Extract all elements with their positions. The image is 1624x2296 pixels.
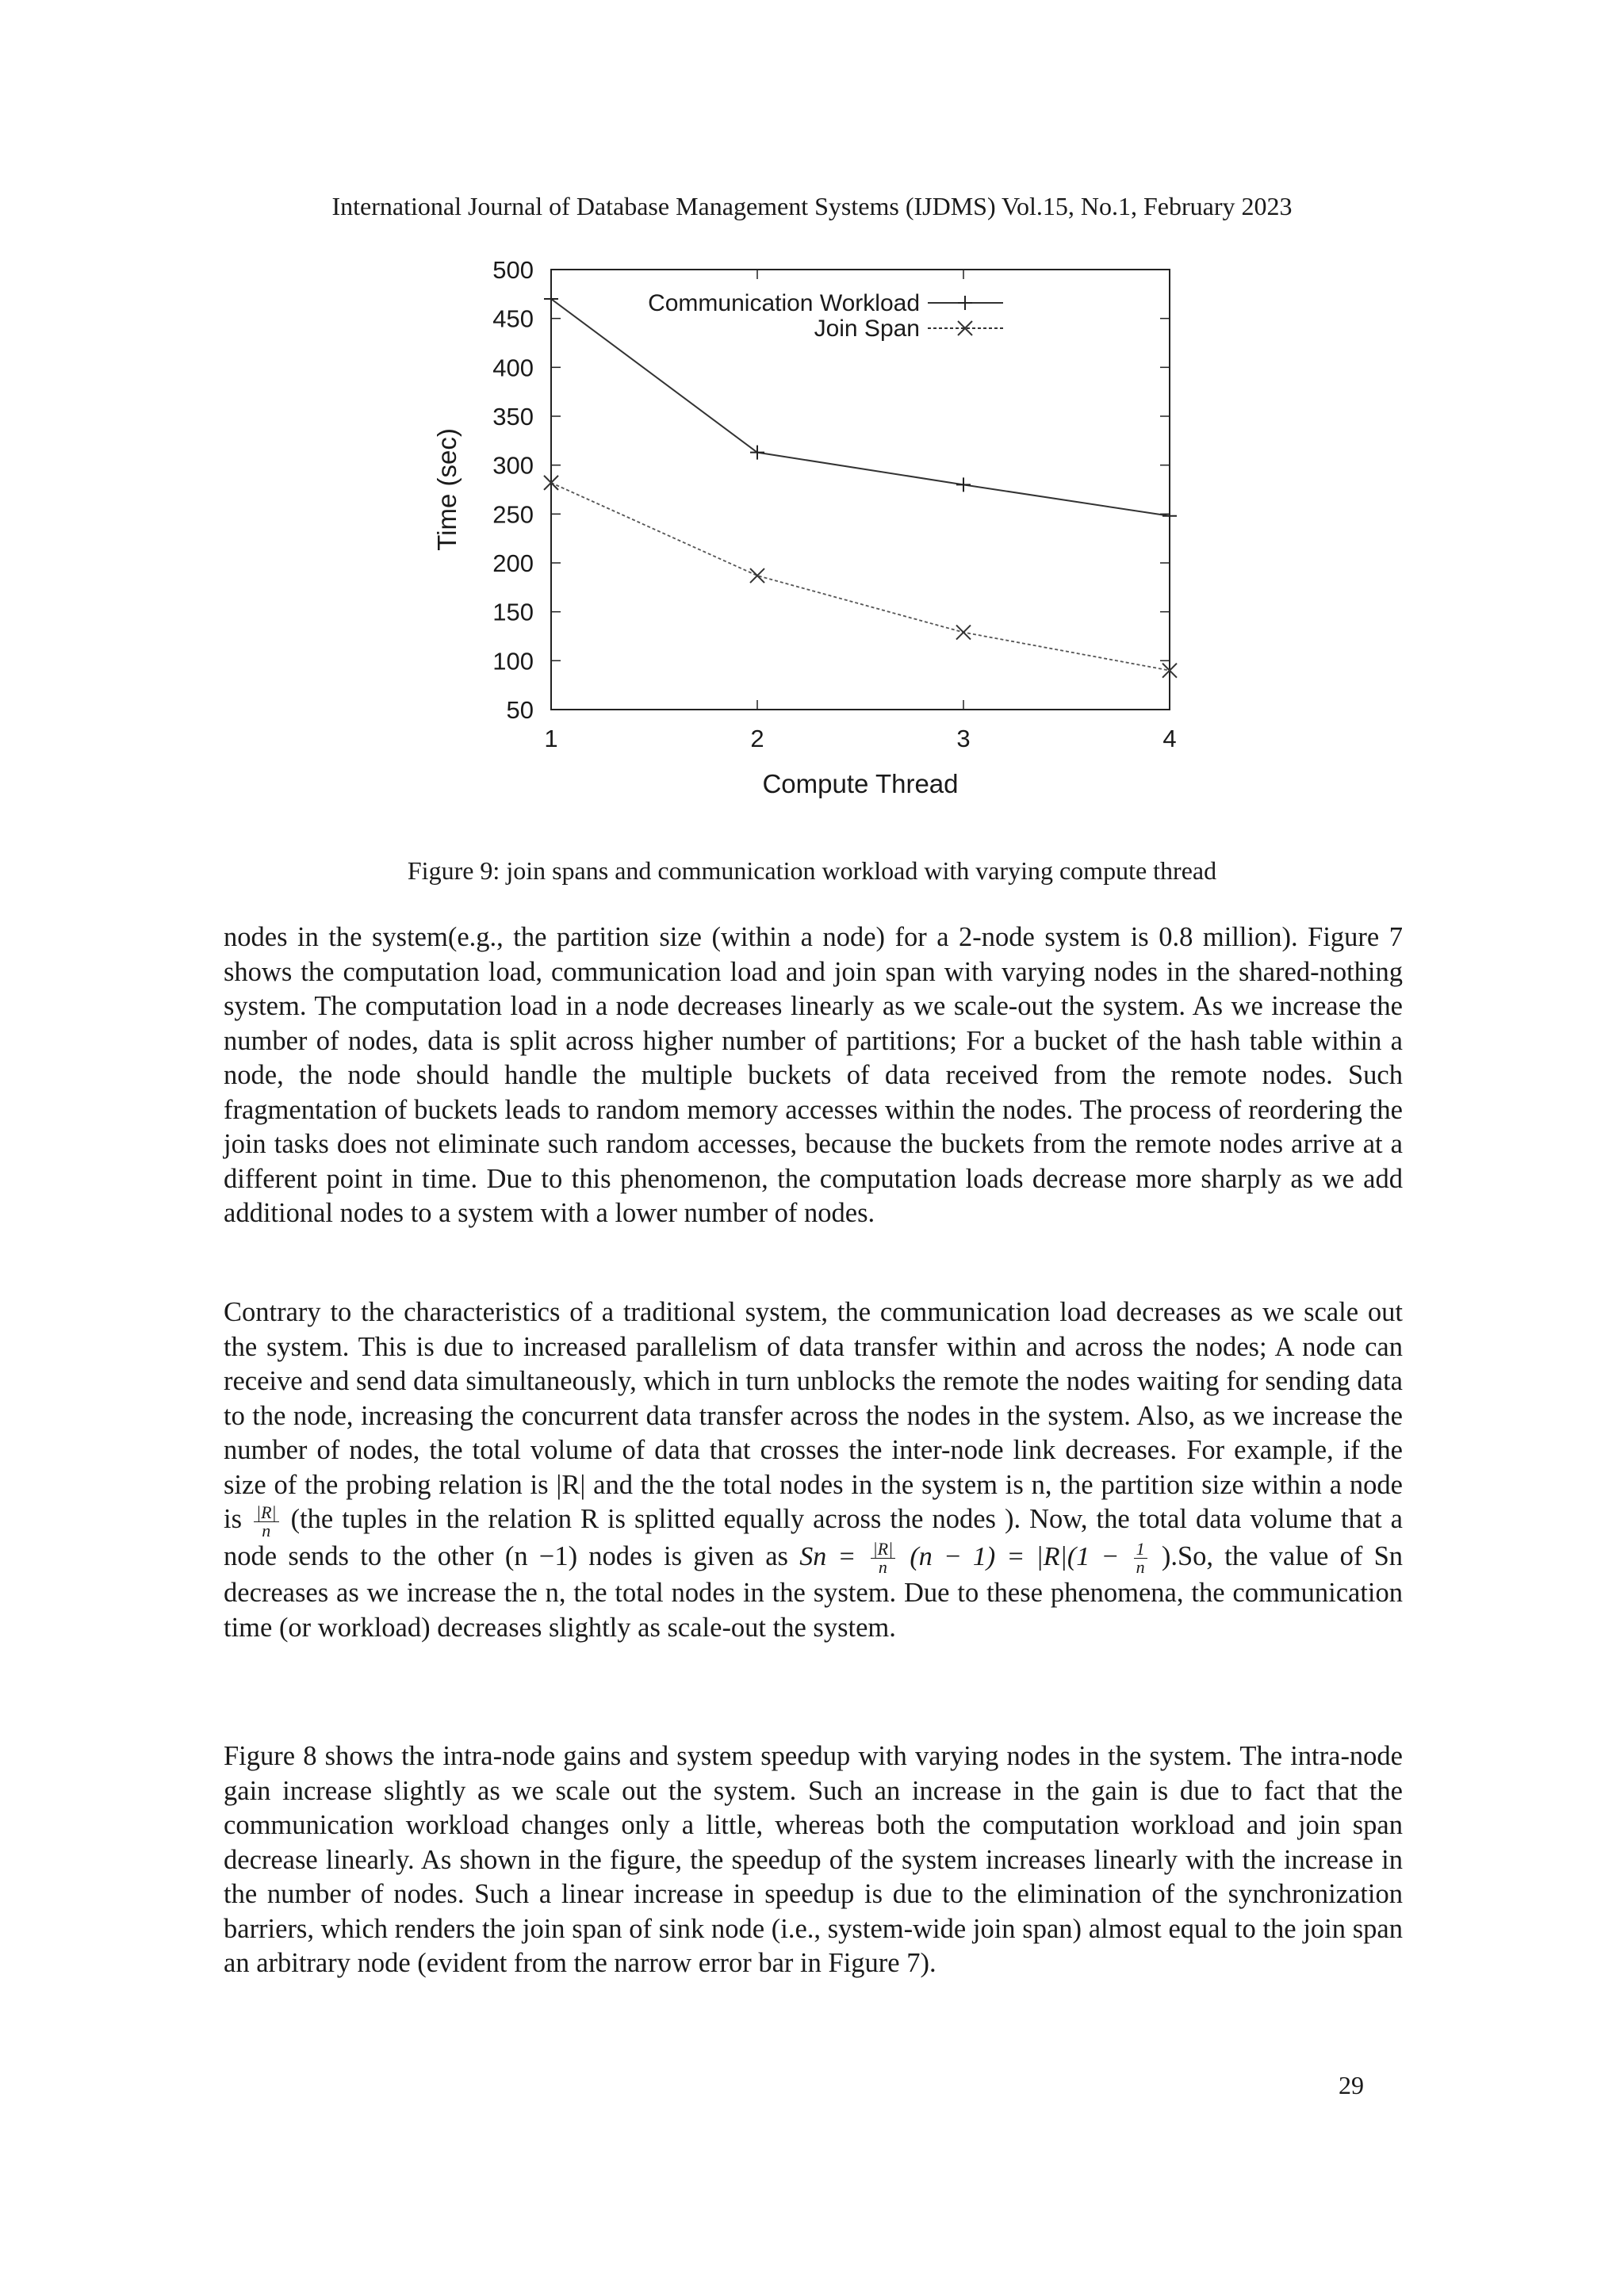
formula-sn-lhs: Sn = [799,1541,856,1571]
y-tick-label: 500 [492,256,534,284]
fraction-numerator: |R| [254,1504,279,1522]
legend-marker-plus [958,296,972,310]
y-axis-label: Time (sec) [432,428,462,551]
x-axis-label: Compute Thread [762,769,959,798]
data-point-plus [956,477,971,492]
y-tick-label: 100 [492,647,534,675]
y-tick-label: 250 [492,500,534,529]
partition-size-fraction [254,1504,279,1540]
paragraph-1: nodes in the system(e.g., the partition size (within a node) for a 2-node system is 0.8 million). Figure 7 shows the computation load, communication load and join span with varying nodes in the shared-nothing system. The computation load in a node decreases linearly as we scale-out the system. As we increase the number of nodes, data is split across higher number of partitions; For a bucket of the hash table within a node, the node should handle the multiple buckets of data received from the remote nodes. Such fragmentation of buckets leads to random memory accesses within the nodes. The process of reordering the join tasks does not eliminate such random accesses, because the buckets from the remote nodes arrive at a different point in time. Due to this phenomenon, the computation loads decrease more sharply as we add additional nodes to a system with a lower number of nodes. [224,922,1403,1228]
formula-fraction-r-over-n [871,1540,896,1576]
data-point-cross [956,626,971,640]
journal-header: International Journal of Database Management Systems (IJDMS) Vol.15, No.1, February 2023 [331,192,1293,220]
y-tick-label: 400 [492,354,534,382]
paragraph-2 [224,1295,1403,1645]
x-tick-label: 2 [750,725,764,752]
y-tick-label: 450 [492,304,534,333]
series-line [551,483,1170,671]
y-tick-label: 200 [492,549,534,577]
figure-9 [428,254,1221,809]
data-point-cross [750,568,764,583]
legend-label: Join Span [814,316,920,342]
legend-marker-cross [958,321,972,335]
paragraph-3: Figure 8 shows the intra-node gains and system speedup with varying nodes in the system. The intra-node gain increase slightly as we scale out the system. Such an increase in the gain is due to fact that the communication workload changes only a little, whereas both the computation workload and join span decrease linearly. As shown in the figure, the speedup of the system increases linearly with the increase in the number of nodes. Such a linear increase in speedup is due to the elimination of the synchronization barriers, which renders the join span of sink node (i.e., system-wide join span) almost equal to the join span an arbitrary node (evident from the narrow error bar in Figure 7). [224,1741,1403,1978]
fraction-numerator: |R| [871,1540,896,1559]
formula-sn-rhs: (n − 1) = |R|(1 − [910,1541,1120,1571]
line-chart [428,254,1221,809]
fraction-denominator: n [878,1557,887,1578]
fraction-numerator: 1 [1134,1540,1147,1559]
y-tick-label: 350 [492,403,534,430]
formula-fraction-1-over-n [1134,1540,1147,1576]
paragraph-2-text-c: ).So, the value of Sn decreases as we increase the n, the total nodes in the system. Due to these phenomena, the communication time (or workload) decreases slightly as scale-out the system. [224,1540,1404,1643]
y-tick-label: 300 [492,451,534,480]
fraction-denominator: n [1136,1557,1145,1578]
page-number: 29 [1339,2071,1364,2099]
y-tick-label: 150 [492,598,534,626]
x-tick-label: 4 [1162,725,1177,752]
y-tick-label: 50 [506,696,534,724]
x-tick-label: 3 [956,725,971,752]
data-point-plus [750,446,764,460]
x-tick-label: 1 [544,725,558,752]
data-point-plus [544,292,558,306]
paragraph-2-text-a: Contrary to the characteristics of a traditional system, the communication load decreases as we scale out the system. This is due to increased parallelism of data transfer within and across the nodes; A node can receive and send data simultaneously, which in turn unblocks the remote the nodes waiting for sending data to the node, increasing the concurrent data transfer across the nodes in the system. Also, as we increase the number of nodes, the total volume of data that crosses the inter-node link decreases. For example, if the size of the probing relation is |R| and the the total nodes in the system is n, the partition size within a node is [224,1297,1403,1534]
data-point-plus [1162,509,1177,523]
figure-caption: Figure 9: join spans and communication workload with varying compute thread [407,856,1217,885]
legend-label: Communication Workload [648,290,920,316]
paragraph-2-text-b: (the tuples in the relation R is splitted equally across the nodes ). Now, the total data volume that a node sends to the other (n −1) nodes is given as [224,1504,1403,1571]
fraction-denominator: n [262,1520,271,1540]
